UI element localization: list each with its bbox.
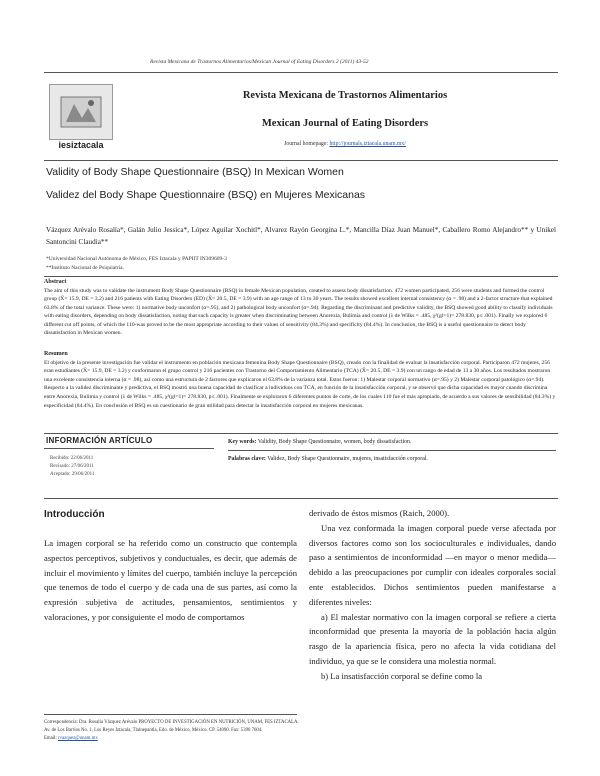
date-revised: Revisado: 27/06/2011 [50, 464, 94, 469]
homepage-label: Journal homepage: [284, 141, 330, 147]
affiliation-1: *Universidad Nacional Autónoma de México, FES Iztacala y PAPIIT IN309609-3 [46, 256, 227, 262]
right-paragraph-3: a) El malestar normativo con la imagen corporal se refiere a cierta inconformidad que presenta la mayoría de la población hacia algún rasgo de la apariencia física, pero no afecta la vida cotidiana del individuo, ya que se le considera una molestia normal. [309, 611, 556, 666]
article-dates [50, 455, 94, 479]
homepage-link[interactable]: http://journals.iztacala.unam.mx/ [329, 141, 406, 147]
keywords-es-label: Palabras clave: [228, 456, 266, 462]
info-top-rule [44, 433, 558, 434]
header-bottom-rule [44, 160, 558, 161]
keywords-divider [228, 450, 556, 451]
publisher-logo [46, 84, 116, 154]
right-column [309, 506, 556, 684]
logo-image [49, 84, 113, 140]
resumen-heading: Resumen [44, 351, 68, 357]
left-column [44, 509, 297, 625]
keywords-en-label: Key words: [228, 439, 257, 445]
keywords-en-text: Validity, Body Shape Questionnaire, women, body dissatisfaction. [256, 439, 412, 445]
email-link[interactable]: rvazquez@unam.mx [58, 736, 98, 741]
abstract-heading: Abstract [44, 279, 67, 285]
resumen-section [44, 350, 556, 410]
abstract-text: The aim of this study was to validate the instrument Body Shape Questionnaire (BSQ) in female Mexican population, created to assess body dissatisfaction. 472 women participated, 256 were students and formed the control group (X̄= 15.9, DE = 3.2) and 216 patients with Eating Disorders (ED) (X̄= 20.5, DE = 3.9) with an age range of 13 to 30 years. The results showed excellent internal consistency (α = .98) and a 2-factor structure that explained 63.8% of the total variance. These were: 1) normative body unconfort (α=.95), and 2) pathological body unconfort (α=.94). Regarding the discriminant and predictive validity, the BSQ showed good ability to classify individuals with eating disorders, depending on body dissatisfaction, noting that such capacity is greater when discriminating between Anorexia, Bulimia and control (λ de Wilks = .485, χ²(gl=1)= 278.830, p≤ .001). Finally we explored 6 different cut off points, of which the 110-was proved to be the most appropriate according to their values of sensitivity (84.3%) and specificity (84.4%). In conclusion, the BSQ is a useful questionnaire to detect body dissatisfaction in Mexican women. [44, 287, 553, 336]
footnote-rule [44, 714, 297, 715]
email-label: Email: [44, 736, 58, 741]
keywords-es-text: Validez, Body Shape Questionnaire, mujeres, insatisfacción corporal. [265, 456, 428, 462]
journal-header [130, 90, 560, 147]
right-paragraph-1: derivado de éstos mismos (Raich, 2000). [309, 508, 450, 518]
abstract-top-rule [44, 276, 558, 277]
header-top-rule [44, 72, 558, 73]
date-received: Recibido: 22/06/2011 [50, 456, 94, 461]
abstract-section [44, 278, 556, 338]
right-paragraph-4: b) La insatisfacción corporal se define como la [321, 670, 483, 681]
resumen-text: El objetivo de la presente investigación fue validar el instrumento en población mexicana femenina Body Shape Questionnaire (BSQ), creado con la finalidad de evaluar la insatisfacción corporal. Participaron 472 mujeres, 256 eran estudiantes (X̄= 15.9, DE = 3.2) y conformaron el grupo control y 216 pacientes con Trastorno del Comportamiento Alimentario (TCA) (X̄= 20.5, DE = 3.9) con un rango de edad de 13 a 30 años. Los resultados mostraron una excelente consistencia interna (α = .98), así como una estructura de 2 factores que explicaron el 63.8% de la varianza total. Estos fueron: 1) Malestar corporal normativo (α=.95) y 2) Malestar corporal patológico (α=.94). Respecto a la validez discriminante y predictiva, el BSQ mostró una buena capacidad de clasificar a individuos con TCA, en función de la insatisfacción corporal, y se observó que dicha capacidad es mayor cuando discrimina entre Anorexia, Bulimia y control (λ de Wilks = .485, χ²(gl=1)= 278.830, p≤ .001). Finalmente se exploraron 6 diferentes puntos de corte, de los cuales 110 fue el más apropiado, de acuerdo a sus valores de sensibilidad (84.3%) y especificidad (84.4%). En conclusión el BSQ es un cuestionario de gran utilidad para detectar la insatisfacción corporal en mujeres mexicanas. [44, 359, 556, 409]
article-info-heading: INFORMACIÓN ARTÍCULO [46, 436, 153, 445]
intro-heading: Introducción [44, 509, 105, 520]
info-heading-rule [44, 448, 214, 449]
running-head: Revista Mexicana de Trastornos Alimentarios/Mexican Journal of Eating Disorders 2 (2011) 43-52 [150, 59, 369, 65]
right-paragraph-2: Una vez conformada la imagen corporal puede verse afectada por diversos factores como son los socioculturales e individuales, dando paso a sentimientos de inconformidad —en mayor o menor medida—debido a las preocupaciones por cumplir con ideales corporales social ente establecidos. Dichos sentimientos pueden manifestarse a diferentes niveles: [309, 522, 556, 607]
affiliation-2: **Instituto Nacional de Psiquiatría. [46, 265, 124, 271]
info-bottom-rule [44, 498, 558, 499]
date-accepted: Aceptado: 29/06/2011 [50, 472, 95, 477]
keywords-en [228, 439, 411, 445]
journal-name-en: Mexican Journal of Eating Disorders [261, 118, 429, 129]
correspondence-text: Correspondencia: Dra. Rosalía Vázquez Arévalo PROYECTO DE INVESTIGACIÓN EN NUTRICIÓN, UNAM, FES IZTACALA. Av. de Los Barrios No. 1, Los Reyes Iztacala, Tlalnepantla, Edo. de México, México. CP. 54090. Fax: 5390 7604. [44, 720, 299, 733]
intro-paragraph: La imagen corporal se ha referido como un constructo que contempla aspectos perceptivos, subjetivos y conductuales, es decir, que además de incluir el movimiento y límites del cuerpo, también incluye la percepción que tenemos de todo el cuerpo y de cada una de sus partes, así como la expresión subjetiva de actitudes, pensamientos, sentimientos y valoraciones, y por consiguiente el modo de comportamos [44, 538, 297, 622]
keywords-es [228, 456, 428, 462]
logo-emblem-icon [58, 94, 104, 130]
affiliations [46, 255, 556, 273]
correspondence-note [44, 719, 300, 743]
journal-homepage [130, 141, 560, 147]
journal-name-es: Revista Mexicana de Trastornos Alimentarios [242, 90, 448, 101]
article-title-en: Validity of Body Shape Questionnaire (BSQ) In Mexican Women [46, 166, 344, 178]
logo-text: iesiztacala [58, 140, 104, 150]
article-title-es: Validez del Body Shape Questionnaire (BSQ) en Mujeres Mexicanas [46, 189, 366, 201]
author-list: Vázquez Arévalo Rosalía*, Galán Julio Jessica*, López Aguilar Xochitl*, Alvarez Rayón Georgina L.*, Mancilla Díaz Juan Manuel*, Caballero Romo Alejandro** y Unikel Santoncini Claudia** [46, 226, 556, 246]
